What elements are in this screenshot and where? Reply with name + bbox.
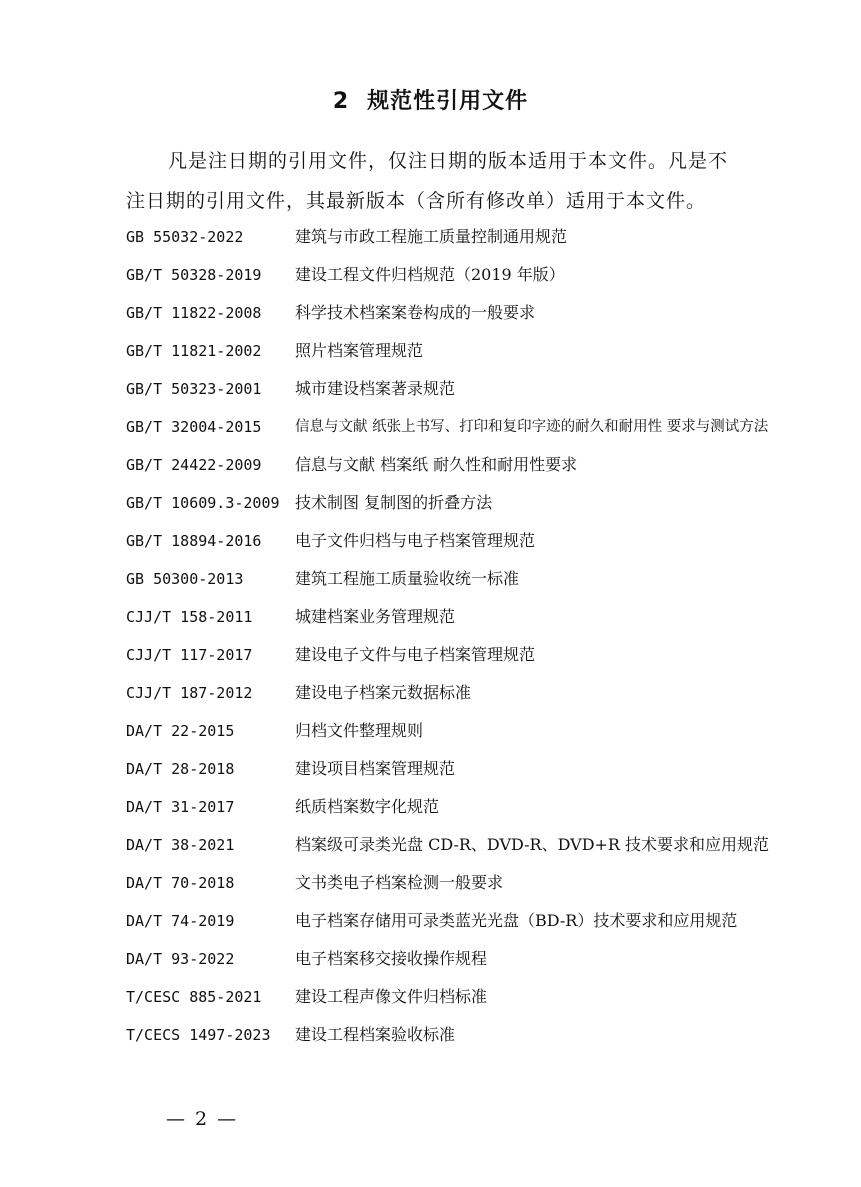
reference-item xyxy=(126,712,806,750)
reference-title: 建筑与市政工程施工质量控制通用规范 xyxy=(295,227,568,246)
reference-title: 建设工程声像文件归档标准 xyxy=(295,987,488,1006)
reference-code: GB/T 10609.3-2009 xyxy=(126,494,280,512)
reference-title: 照片档案管理规范 xyxy=(295,341,424,360)
reference-item xyxy=(126,408,806,446)
reference-title: 纸质档案数字化规范 xyxy=(295,797,440,816)
reference-title: 建筑工程施工质量验收统一标准 xyxy=(295,569,520,588)
reference-item xyxy=(126,294,806,332)
reference-code: DA/T 70-2018 xyxy=(126,874,235,892)
reference-code: CJJ/T 117-2017 xyxy=(126,646,253,664)
reference-title: 技术制图 复制图的折叠方法 xyxy=(295,493,493,512)
reference-code: T/CECS 1497-2023 xyxy=(126,1026,271,1044)
reference-code: DA/T 74-2019 xyxy=(126,912,235,930)
section-number: 2 xyxy=(332,89,350,114)
reference-item xyxy=(126,218,806,256)
reference-item xyxy=(126,636,806,674)
reference-code: GB/T 24422-2009 xyxy=(126,456,262,474)
reference-code: GB/T 18894-2016 xyxy=(126,532,262,550)
reference-list xyxy=(126,218,806,1054)
reference-code: GB/T 11822-2008 xyxy=(126,304,262,322)
reference-code: GB/T 11821-2002 xyxy=(126,342,262,360)
reference-code: DA/T 22-2015 xyxy=(126,722,235,740)
reference-code: DA/T 28-2018 xyxy=(126,760,235,778)
reference-item xyxy=(126,674,806,712)
reference-item xyxy=(126,598,806,636)
reference-title: 建设工程档案验收标准 xyxy=(295,1025,456,1044)
reference-code: GB 55032-2022 xyxy=(126,228,244,246)
reference-title: 信息与文献 纸张上书写、打印和复印字迹的耐久和耐用性 要求与测试方法 xyxy=(295,419,769,435)
reference-item xyxy=(126,484,806,522)
reference-code: GB/T 50323-2001 xyxy=(126,380,262,398)
reference-item xyxy=(126,788,806,826)
reference-code: GB/T 50328-2019 xyxy=(126,266,262,284)
reference-title: 建设电子文件与电子档案管理规范 xyxy=(295,645,536,664)
page-number: — 2 — xyxy=(166,1108,239,1130)
reference-item xyxy=(126,826,806,864)
reference-item xyxy=(126,750,806,788)
reference-title: 文书类电子档案检测一般要求 xyxy=(295,873,504,892)
reference-title: 电子档案移交接收操作规程 xyxy=(295,949,488,968)
reference-code: DA/T 93-2022 xyxy=(126,950,235,968)
reference-code: DA/T 38-2021 xyxy=(126,836,235,854)
reference-item xyxy=(126,446,806,484)
section-heading xyxy=(0,84,861,115)
reference-item xyxy=(126,560,806,598)
reference-title: 建设工程文件归档规范（2019 年版） xyxy=(295,265,565,284)
reference-item xyxy=(126,978,806,1016)
intro-paragraph-line-2: 注日期的引用文件，其最新版本（含所有修改单）适用于本文件。 xyxy=(126,190,707,212)
reference-item xyxy=(126,370,806,408)
reference-code: GB 50300-2013 xyxy=(126,570,244,588)
intro-paragraph-line-1: 凡是注日期的引用文件，仅注日期的版本适用于本文件。凡是不 xyxy=(168,150,729,172)
reference-title: 归档文件整理规则 xyxy=(295,721,424,740)
reference-title: 电子文件归档与电子档案管理规范 xyxy=(295,531,536,550)
section-title: 规范性引用文件 xyxy=(367,89,529,114)
reference-item xyxy=(126,256,806,294)
reference-code: CJJ/T 158-2011 xyxy=(126,608,253,626)
reference-item xyxy=(126,940,806,978)
reference-title: 信息与文献 档案纸 耐久性和耐用性要求 xyxy=(295,455,578,474)
reference-title: 科学技术档案案卷构成的一般要求 xyxy=(295,303,536,322)
reference-title: 建设项目档案管理规范 xyxy=(295,759,456,778)
reference-item xyxy=(126,332,806,370)
reference-code: GB/T 32004-2015 xyxy=(126,418,262,436)
reference-title: 档案级可录类光盘 CD-R、DVD-R、DVD+R 技术要求和应用规范 xyxy=(295,835,770,854)
reference-item xyxy=(126,1016,806,1054)
reference-title: 城市建设档案著录规范 xyxy=(295,379,456,398)
reference-code: T/CESC 885-2021 xyxy=(126,988,262,1006)
reference-item xyxy=(126,522,806,560)
reference-title: 建设电子档案元数据标准 xyxy=(295,683,472,702)
reference-item xyxy=(126,902,806,940)
reference-title: 城建档案业务管理规范 xyxy=(295,607,456,626)
reference-title: 电子档案存储用可录类蓝光光盘（BD-R）技术要求和应用规范 xyxy=(295,911,738,930)
reference-item xyxy=(126,864,806,902)
reference-code: DA/T 31-2017 xyxy=(126,798,235,816)
reference-code: CJJ/T 187-2012 xyxy=(126,684,253,702)
